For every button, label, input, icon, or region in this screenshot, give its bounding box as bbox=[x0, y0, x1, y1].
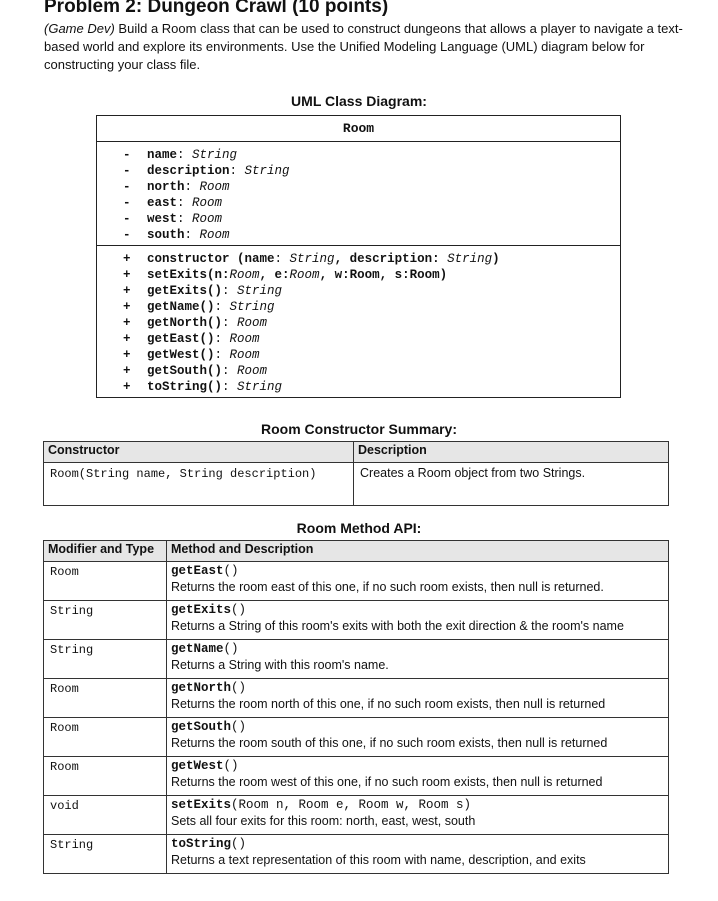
constructor-column-header: Constructor bbox=[44, 442, 354, 463]
method-description: Returns a String with this room's name. bbox=[171, 658, 389, 672]
method-type2: String bbox=[447, 252, 493, 266]
method-params: () bbox=[223, 759, 239, 773]
method-params: () bbox=[231, 681, 247, 695]
visibility-marker: + bbox=[123, 316, 131, 330]
method-params: () bbox=[223, 642, 239, 656]
method-api-table bbox=[43, 540, 669, 874]
method-signature bbox=[171, 642, 662, 657]
constructor-summary-caption: Room Constructor Summary: bbox=[260, 421, 458, 437]
visibility-marker: + bbox=[123, 284, 131, 298]
method-signature bbox=[171, 603, 662, 618]
attribute-type: Room bbox=[192, 196, 223, 210]
method-name: getExits() bbox=[147, 284, 223, 298]
method-name: getSouth bbox=[171, 720, 232, 734]
description-column-header: Description bbox=[354, 442, 669, 463]
method-separator: : bbox=[214, 300, 230, 314]
attribute-separator: : bbox=[177, 148, 193, 162]
method-name: constructor (name bbox=[147, 252, 275, 266]
method-description: Returns a text representation of this room with name, description, and exits bbox=[171, 853, 586, 867]
method-name: setExits(n: bbox=[147, 268, 230, 282]
method-modifier: String bbox=[44, 601, 167, 640]
visibility-marker: - bbox=[123, 228, 131, 242]
method-api-row bbox=[44, 835, 669, 874]
intro-text: Build a Room class that can be used to construct dungeons that allows a player to navigate a text-based world and explore its environments. Use the Unified Modeling Language (UML) diagram below for constructing your class file. bbox=[44, 21, 683, 72]
method-api-row bbox=[44, 757, 669, 796]
visibility-marker: - bbox=[123, 180, 131, 194]
constructor-row bbox=[44, 463, 669, 506]
method-params: (Room n, Room e, Room w, Room s) bbox=[231, 798, 472, 812]
method-api-row bbox=[44, 718, 669, 757]
uml-attribute bbox=[97, 195, 620, 211]
visibility-marker: + bbox=[123, 252, 131, 266]
uml-method bbox=[97, 331, 620, 347]
uml-method bbox=[97, 299, 620, 315]
method-name: getName bbox=[171, 642, 224, 656]
attribute-separator: : bbox=[177, 212, 193, 226]
method-signature bbox=[171, 837, 662, 852]
method-modifier: Room bbox=[44, 562, 167, 601]
method-separator: : bbox=[222, 316, 238, 330]
method-type: String bbox=[237, 284, 283, 298]
constructor-header-row bbox=[44, 442, 669, 463]
method-cell bbox=[167, 640, 669, 679]
uml-attribute bbox=[97, 211, 620, 227]
method-modifier: Room bbox=[44, 718, 167, 757]
uml-attribute bbox=[97, 227, 620, 243]
attribute-type: Room bbox=[199, 180, 230, 194]
method-separator: : bbox=[222, 284, 238, 298]
method-end: , w:Room, s:Room) bbox=[319, 268, 448, 282]
method-name: getNorth bbox=[171, 681, 232, 695]
method-modifier: void bbox=[44, 796, 167, 835]
method-name: setExits bbox=[171, 798, 232, 812]
attribute-name: description bbox=[147, 164, 230, 178]
method-type: String bbox=[229, 300, 275, 314]
attribute-separator: : bbox=[184, 228, 200, 242]
method-description: Sets all four exits for this room: north, east, west, south bbox=[171, 814, 476, 828]
method-rest: , description: bbox=[334, 252, 448, 266]
uml-class-box bbox=[96, 115, 621, 398]
method-modifier: String bbox=[44, 835, 167, 874]
method-params: () bbox=[231, 837, 247, 851]
method-params: () bbox=[223, 564, 239, 578]
method-description: Returns a String of this room's exits with both the exit direction & the room's name bbox=[171, 619, 624, 633]
method-type: Room bbox=[229, 268, 260, 282]
method-type: String bbox=[237, 380, 283, 394]
uml-method bbox=[97, 267, 620, 283]
visibility-marker: - bbox=[123, 212, 131, 226]
method-params: () bbox=[231, 720, 247, 734]
method-api-row bbox=[44, 562, 669, 601]
attribute-separator: : bbox=[184, 180, 200, 194]
method-cell bbox=[167, 679, 669, 718]
method-type: Room bbox=[229, 332, 260, 346]
method-api-header-row bbox=[44, 541, 669, 562]
method-name: getSouth() bbox=[147, 364, 223, 378]
method-api-row bbox=[44, 601, 669, 640]
method-name: getExits bbox=[171, 603, 232, 617]
uml-methods bbox=[97, 246, 620, 395]
method-separator: : bbox=[274, 252, 290, 266]
uml-method bbox=[97, 347, 620, 363]
method-api-row bbox=[44, 640, 669, 679]
method-description: Returns the room west of this one, if no such room exists, then null is returned bbox=[171, 775, 603, 789]
uml-method bbox=[97, 283, 620, 299]
method-separator: : bbox=[214, 348, 230, 362]
modifier-column-header: Modifier and Type bbox=[44, 541, 167, 562]
method-api-row bbox=[44, 796, 669, 835]
visibility-marker: + bbox=[123, 300, 131, 314]
constructor-signature: Room(String name, String description) bbox=[44, 463, 354, 506]
attribute-separator: : bbox=[177, 196, 193, 210]
visibility-marker: - bbox=[123, 164, 131, 178]
method-name: getWest() bbox=[147, 348, 215, 362]
uml-class-name: Room bbox=[97, 116, 620, 142]
problem-intro bbox=[44, 20, 684, 74]
uml-method bbox=[97, 363, 620, 379]
method-type: Room bbox=[237, 316, 268, 330]
method-rest: , e: bbox=[259, 268, 290, 282]
method-signature bbox=[171, 720, 662, 735]
visibility-marker: + bbox=[123, 348, 131, 362]
method-end: ) bbox=[492, 252, 500, 266]
method-separator: : bbox=[222, 364, 238, 378]
visibility-marker: + bbox=[123, 332, 131, 346]
visibility-marker: + bbox=[123, 268, 131, 282]
method-name: getName() bbox=[147, 300, 215, 314]
method-modifier: String bbox=[44, 640, 167, 679]
uml-method bbox=[97, 315, 620, 331]
method-description: Returns the room north of this one, if no such room exists, then null is returned bbox=[171, 697, 606, 711]
uml-method bbox=[97, 251, 620, 267]
uml-attribute bbox=[97, 179, 620, 195]
method-signature bbox=[171, 798, 662, 813]
visibility-marker: + bbox=[123, 380, 131, 394]
method-cell bbox=[167, 757, 669, 796]
uml-attribute bbox=[97, 147, 620, 163]
visibility-marker: + bbox=[123, 364, 131, 378]
method-api-caption: Room Method API: bbox=[296, 520, 422, 536]
method-separator: : bbox=[214, 332, 230, 346]
method-separator: : bbox=[222, 380, 238, 394]
method-type2: Room bbox=[289, 268, 320, 282]
method-type: Room bbox=[229, 348, 260, 362]
method-cell bbox=[167, 835, 669, 874]
method-modifier: Room bbox=[44, 679, 167, 718]
method-name: getWest bbox=[171, 759, 224, 773]
visibility-marker: - bbox=[123, 148, 131, 162]
constructor-summary-table bbox=[43, 441, 669, 506]
uml-attribute bbox=[97, 163, 620, 179]
method-name: toString bbox=[171, 837, 232, 851]
attribute-separator: : bbox=[229, 164, 245, 178]
uml-caption: UML Class Diagram: bbox=[291, 93, 427, 109]
method-signature bbox=[171, 564, 662, 579]
method-column-header: Method and Description bbox=[167, 541, 669, 562]
method-type: String bbox=[289, 252, 335, 266]
uml-attributes bbox=[97, 142, 620, 246]
method-cell bbox=[167, 796, 669, 835]
method-cell bbox=[167, 718, 669, 757]
attribute-type: Room bbox=[199, 228, 230, 242]
method-name: getEast() bbox=[147, 332, 215, 346]
method-type: Room bbox=[237, 364, 268, 378]
method-params: () bbox=[231, 603, 247, 617]
attribute-name: south bbox=[147, 228, 185, 242]
constructor-description: Creates a Room object from two Strings. bbox=[354, 463, 669, 506]
method-cell bbox=[167, 562, 669, 601]
problem-title: Problem 2: Dungeon Crawl (10 points) bbox=[44, 0, 389, 17]
method-description: Returns the room east of this one, if no such room exists, then null is returned. bbox=[171, 580, 604, 594]
method-signature bbox=[171, 759, 662, 774]
visibility-marker: - bbox=[123, 196, 131, 210]
method-name: getNorth() bbox=[147, 316, 223, 330]
method-modifier: Room bbox=[44, 757, 167, 796]
attribute-type: String bbox=[244, 164, 290, 178]
attribute-type: Room bbox=[192, 212, 223, 226]
method-description: Returns the room south of this one, if no such room exists, then null is returned bbox=[171, 736, 608, 750]
method-api-row bbox=[44, 679, 669, 718]
attribute-name: name bbox=[147, 148, 178, 162]
uml-method bbox=[97, 379, 620, 395]
attribute-name: north bbox=[147, 180, 185, 194]
method-cell bbox=[167, 601, 669, 640]
attribute-name: east bbox=[147, 196, 178, 210]
attribute-type: String bbox=[192, 148, 238, 162]
intro-tag: (Game Dev) bbox=[44, 21, 115, 36]
attribute-name: west bbox=[147, 212, 178, 226]
method-signature bbox=[171, 681, 662, 696]
method-name: toString() bbox=[147, 380, 223, 394]
method-name: getEast bbox=[171, 564, 224, 578]
